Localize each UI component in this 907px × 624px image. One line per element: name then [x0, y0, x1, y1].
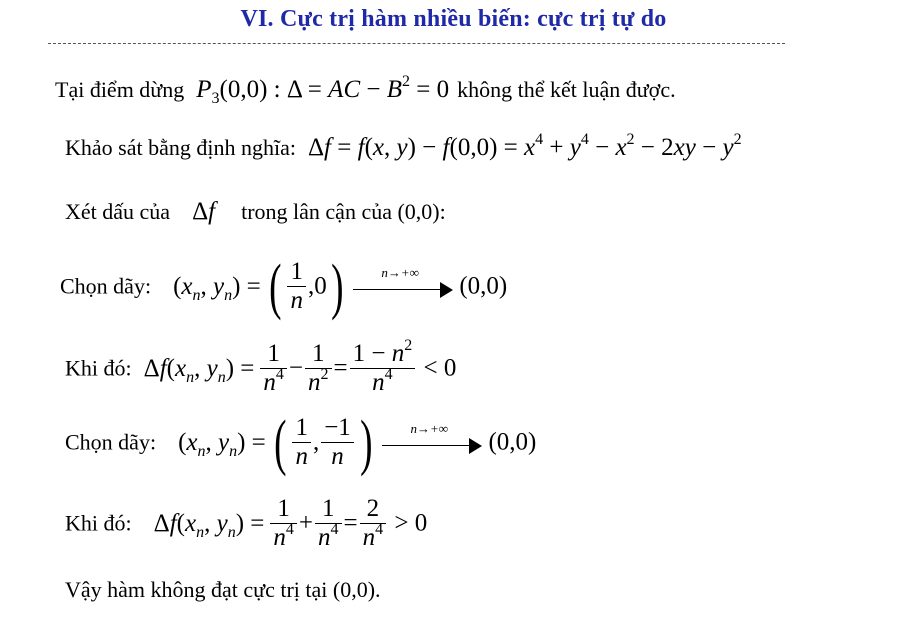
text-sign: Xét dấu của	[65, 199, 171, 224]
fraction-2-over-n4: $\frac{2}{n^4}$	[360, 495, 387, 552]
fraction-1-minus-n2: $\frac{1 - n^2}{n^4}$	[350, 340, 416, 397]
slide-title: VI. Cực trị hàm nhiều biến: cực trị tự do	[240, 6, 667, 32]
limit-arrow-2: n→+∞	[382, 431, 482, 455]
line-sequence-2: Chọn dãy: ($x_n$, $y_n$) = ( $\frac{1}{n}$ , $\frac{-1}{n}$ ) n→+∞ (0,0)	[65, 408, 537, 477]
text-stationary-point: Tại điểm dừng	[55, 77, 185, 102]
text-conclusion: Vậy hàm không đạt cực trị tại (0,0).	[65, 577, 381, 602]
line-sign	[65, 198, 446, 226]
line-conclusion	[65, 577, 381, 603]
dashed-divider	[48, 43, 785, 44]
text-neighborhood: trong lân cận của (0,0):	[241, 199, 446, 224]
fraction-1-over-n4: $\frac{1}{n^4}$	[260, 340, 287, 397]
fraction-1-over-n4-b: $\frac{1}{n^4}$	[315, 495, 342, 552]
line-then-2: Khi đó: $\Delta f(x_n$, $y_n$) = $\frac{1}{n^4}$ + $\frac{1}{n^4}$ = $\frac{2}{n^4}$ > 0	[65, 495, 428, 551]
formula-sequence-2: ($x_n$, $y_n$) =	[178, 428, 266, 460]
text-inconclusive: không thể kết luận được.	[457, 77, 676, 102]
text-sequence-1: Chọn dãy:	[60, 273, 152, 299]
text-sequence-2: Chọn dãy:	[65, 429, 157, 455]
text-definition: Khảo sát bằng định nghĩa:	[65, 135, 296, 160]
formula-delta-f: Δf = f(x, $y) - f(0,0) = x^4 + y^4 - x^2 - 2xy - y^2$	[307, 131, 742, 161]
formula-delta-f-small: Δf	[192, 198, 216, 225]
line-stationary-point	[55, 73, 676, 107]
text-then-2: Khi đó:	[65, 510, 132, 536]
limit-value-1: (0,0)	[459, 272, 508, 300]
fraction-1-over-n2: $\frac{1}{n^2}$	[305, 340, 332, 397]
line-sequence-1: Chọn dãy: ($x_n$, $y_n$) = ( $\frac{1}{n}$ ,0) n→+∞ (0,0)	[60, 252, 508, 321]
formula-sequence-1: ($x_n$, $y_n$) =	[173, 272, 261, 304]
formula-discriminant: $P_3(0,0)$ : Δ = AC − $B^2 = 0$	[196, 73, 450, 107]
line-then-1: Khi đó: $\Delta f(x_n$, $y_n$) = $\frac{1}{n^4}$ − $\frac{1}{n^2}$ = $\frac{1 - n^2}{n^4}$ < 0	[65, 337, 457, 396]
fraction-1-over-n4-a: $\frac{1}{n^4}$	[270, 495, 297, 552]
limit-value-2: (0,0)	[488, 428, 537, 456]
limit-arrow-1: n→+∞	[353, 275, 453, 299]
line-definition	[65, 131, 742, 162]
text-then-1: Khi đó:	[65, 355, 132, 381]
